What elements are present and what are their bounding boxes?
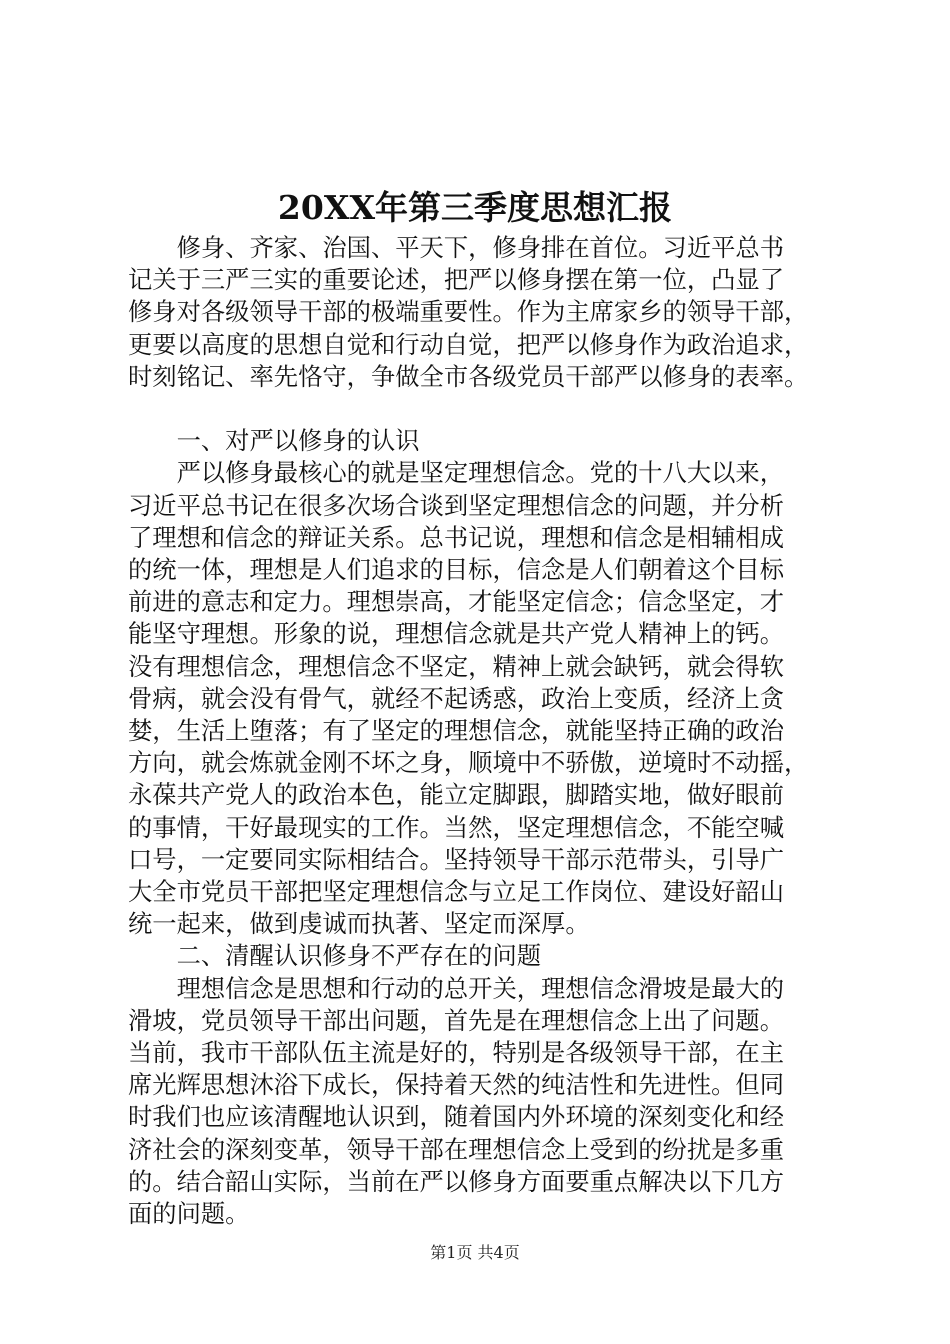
text-line: 理想信念是思想和行动的总开关，理想信念滑坡是最大的 xyxy=(176,973,785,1003)
text-line: 记关于三严三实的重要论述，把严以修身摆在第一位，凸显了 xyxy=(128,265,785,295)
text-line: 骨病，就会没有骨气，就经不起诱惑，政治上变质，经济上贪 xyxy=(128,683,785,713)
text-line: 的事情，干好最现实的工作。当然，坚定理想信念，不能空喊 xyxy=(128,812,785,842)
text-line: 修身对各级领导干部的极端重要性。作为主席家乡的领导干部， xyxy=(128,297,809,327)
text-line: 婪，生活上堕落；有了坚定的理想信念，就能坚持正确的政治 xyxy=(128,716,785,746)
text-line: 永葆共产党人的政治本色，能立定脚跟，脚踏实地，做好眼前 xyxy=(128,780,785,810)
text-line: 滑坡，党员领导干部出问题，首先是在理想信念上出了问题。 xyxy=(128,1005,785,1035)
text-line: 时刻铭记、率先恪守，争做全市各级党员干部严以修身的表率。 xyxy=(128,361,809,391)
text-line: 了理想和信念的辩证关系。总书记说，理想和信念是相辅相成 xyxy=(128,522,785,552)
text-line: 大全市党员干部把坚定理想信念与立足工作岗位、建设好韶山 xyxy=(128,877,785,907)
text-line: 席光辉思想沐浴下成长，保持着天然的纯洁性和先进性。但同 xyxy=(128,1070,785,1100)
document-body xyxy=(128,232,848,1230)
text-line: 严以修身最核心的就是坚定理想信念。党的十八大以来， xyxy=(176,458,785,488)
text-line: 统一起来，做到虔诚而执著、坚定而深厚。 xyxy=(128,909,590,939)
section-heading-1: 一、对严以修身的认识 xyxy=(176,426,420,456)
paragraph-spacer xyxy=(128,393,848,425)
text-line: 前进的意志和定力。理想崇高，才能坚定信念；信念坚定，才 xyxy=(128,587,785,617)
text-line: 面的问题。 xyxy=(128,1199,250,1229)
text-line: 方向，就会炼就金刚不坏之身，顺境中不骄傲，逆境时不动摇， xyxy=(128,748,809,778)
text-line: 时我们也应该清醒地认识到，随着国内外环境的深刻变化和经 xyxy=(128,1102,785,1132)
section-heading-2: 二、清醒认识修身不严存在的问题 xyxy=(176,941,542,971)
text-line: 更要以高度的思想自觉和行动自觉，把严以修身作为政治追求， xyxy=(128,329,809,359)
intro-paragraph xyxy=(128,232,848,393)
section-1-paragraph xyxy=(128,457,848,940)
text-line: 的统一体，理想是人们追求的目标，信念是人们朝着这个目标 xyxy=(128,555,785,585)
text-line: 能坚守理想。形象的说，理想信念就是共产党人精神上的钙。 xyxy=(128,619,785,649)
page-number: 第1页 共4页 xyxy=(430,1243,520,1262)
section-2-paragraph xyxy=(128,973,848,1231)
text-line: 济社会的深刻变革，领导干部在理想信念上受到的纷扰是多重 xyxy=(128,1134,785,1164)
document-title: 20XX年第三季度思想汇报 xyxy=(277,188,673,227)
text-line: 没有理想信念，理想信念不坚定，精神上就会缺钙，就会得软 xyxy=(128,651,785,681)
text-line: 习近平总书记在很多次场合谈到坚定理想信念的问题，并分析 xyxy=(128,490,785,520)
text-line: 口号，一定要同实际相结合。坚持领导干部示范带头，引导广 xyxy=(128,844,785,874)
text-line: 的。结合韶山实际，当前在严以修身方面要重点解决以下几方 xyxy=(128,1166,785,1196)
text-line: 修身、齐家、治国、平天下，修身排在首位。习近平总书 xyxy=(176,233,785,262)
text-line: 当前，我市干部队伍主流是好的，特别是各级领导干部，在主 xyxy=(128,1038,785,1068)
